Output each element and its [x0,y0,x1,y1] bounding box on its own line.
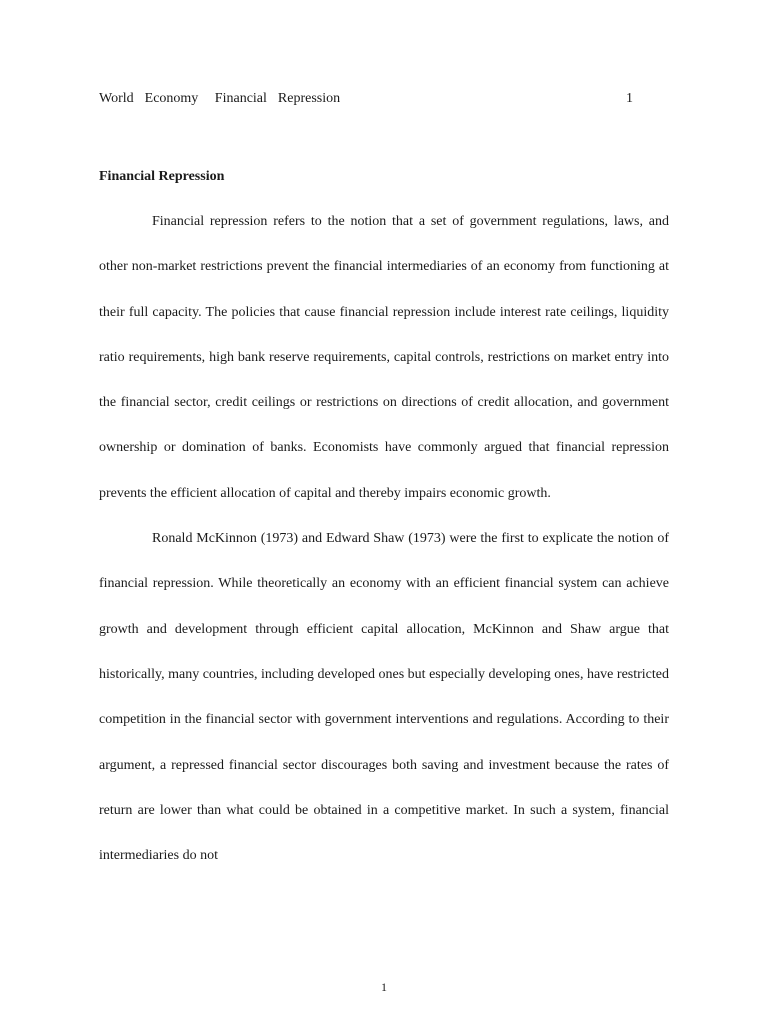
running-head [99,89,633,109]
running-head-title: World Economy Financial Repression [99,91,341,106]
section-heading: Financial Repression [99,169,225,184]
paragraph-2: Ronald McKinnon (1973) and Edward Shaw (1973) were the first to explicate the notion of financial repression. While theoretically an economy with an efficient financial system can achieve growth and development through efficient capital allocation, McKinnon and Shaw argue that historically, many countries, including developed ones but especially developing ones, have restricted competition in the financial sector with government interventions and regulations. According to their argument, a repressed financial sector discourages both saving and investment because the rates of return are lower than what could be obtained in a competitive market. In such a system, financial intermediaries do not [99,531,669,864]
footer-page-number: 1 [381,980,387,994]
paragraph-1: Financial repression refers to the notion that a set of government regulations, laws, and other non-market restrictions prevent the financial intermediaries of an economy from functioning at their full capacity. The policies that cause financial repression include interest rate ceilings, liquidity ratio requirements, high bank reserve requirements, capital controls, restrictions on market entry into the financial sector, credit ceilings or restrictions on directions of credit allocation, and government ownership or domination of banks. Economists have commonly argued that financial repression prevents the efficient allocation of capital and thereby impairs economic growth. [99,214,669,501]
running-head-page-number: 1 [626,91,633,106]
body-text [99,199,669,878]
